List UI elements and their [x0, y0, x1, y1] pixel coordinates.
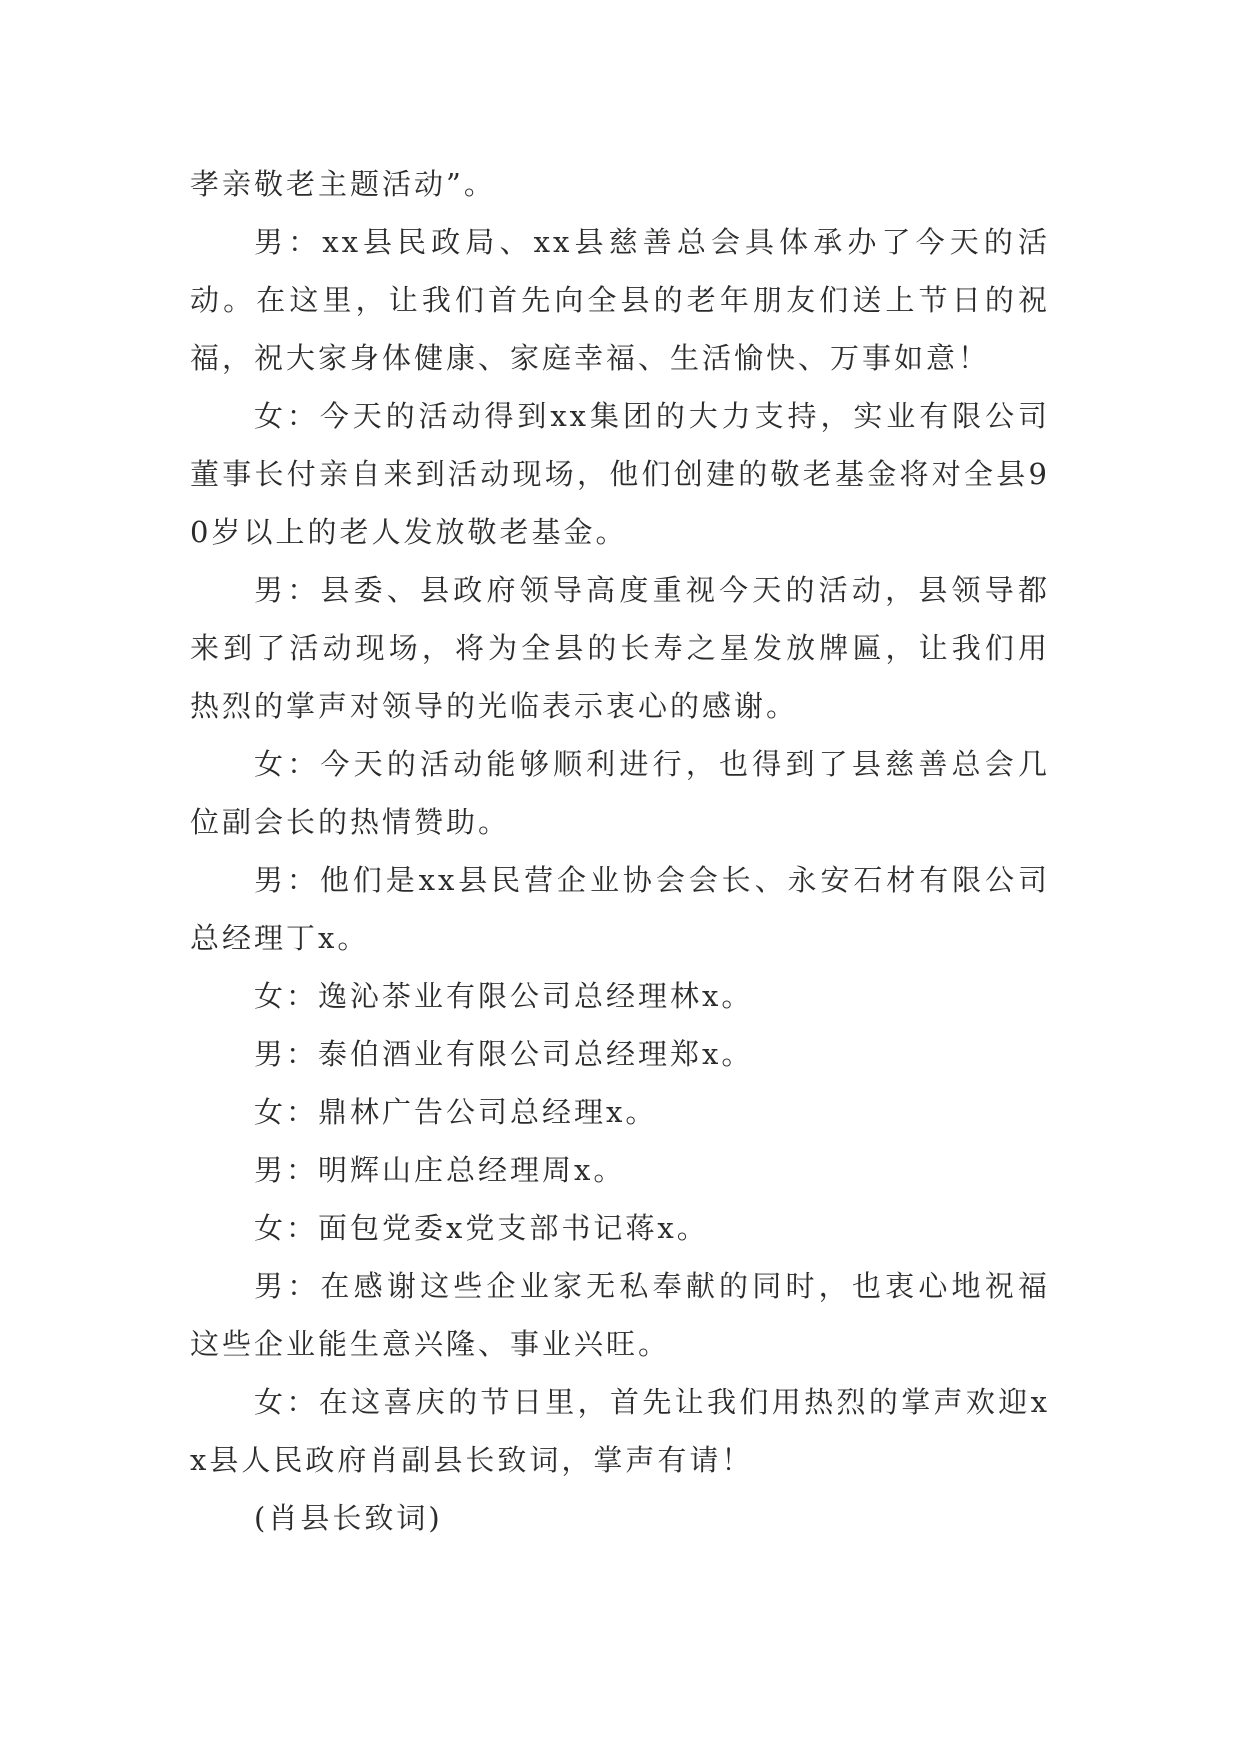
paragraph-continuation: 孝亲敬老主题活动”。 [190, 167, 496, 201]
paragraph-female-host: 女：今天的活动得到xx集团的大力支持，实业有限公司董事长付亲自来到活动现场，他们创建的敬老基金将对全县90岁以上的老人发放敬老基金。 [190, 399, 1050, 549]
paragraph-female-host: 女：面包党委x党支部书记蒋x。 [254, 1211, 709, 1245]
paragraph-male-host: 男：明辉山庄总经理周x。 [254, 1153, 626, 1187]
paragraph-female-host: 女：逸沁茶业有限公司总经理林x。 [254, 979, 754, 1013]
paragraph-male-host: 男：xx县民政局、xx县慈善总会具体承办了今天的活动。在这里，让我们首先向全县的老年朋友们送上节日的祝福，祝大家身体健康、家庭幸福、生活愉快、万事如意！ [190, 225, 1050, 375]
paragraph-female-host: 女：今天的活动能够顺利进行，也得到了县慈善总会几位副会长的热情赞助。 [190, 747, 1050, 839]
document-body [190, 155, 1050, 1547]
paragraph-male-host: 男：在感谢这些企业家无私奉献的同时，也衷心地祝福这些企业能生意兴隆、事业兴旺。 [190, 1269, 1050, 1361]
paragraph-male-host: 男：县委、县政府领导高度重视今天的活动，县领导都来到了活动现场，将为全县的长寿之星发放牌匾，让我们用热烈的掌声对领导的光临表示衷心的感谢。 [190, 573, 1050, 723]
paragraph-female-host: 女：在这喜庆的节日里，首先让我们用热烈的掌声欢迎xx县人民政府肖副县长致词，掌声有请！ [190, 1385, 1050, 1477]
paragraph-stage-direction: (肖县长致词) [254, 1501, 443, 1535]
paragraph-female-host: 女：鼎林广告公司总经理x。 [254, 1095, 658, 1129]
paragraph-male-host: 男：他们是xx县民营企业协会会长、永安石材有限公司总经理丁x。 [190, 863, 1050, 955]
paragraph-male-host: 男：泰伯酒业有限公司总经理郑x。 [254, 1037, 754, 1071]
